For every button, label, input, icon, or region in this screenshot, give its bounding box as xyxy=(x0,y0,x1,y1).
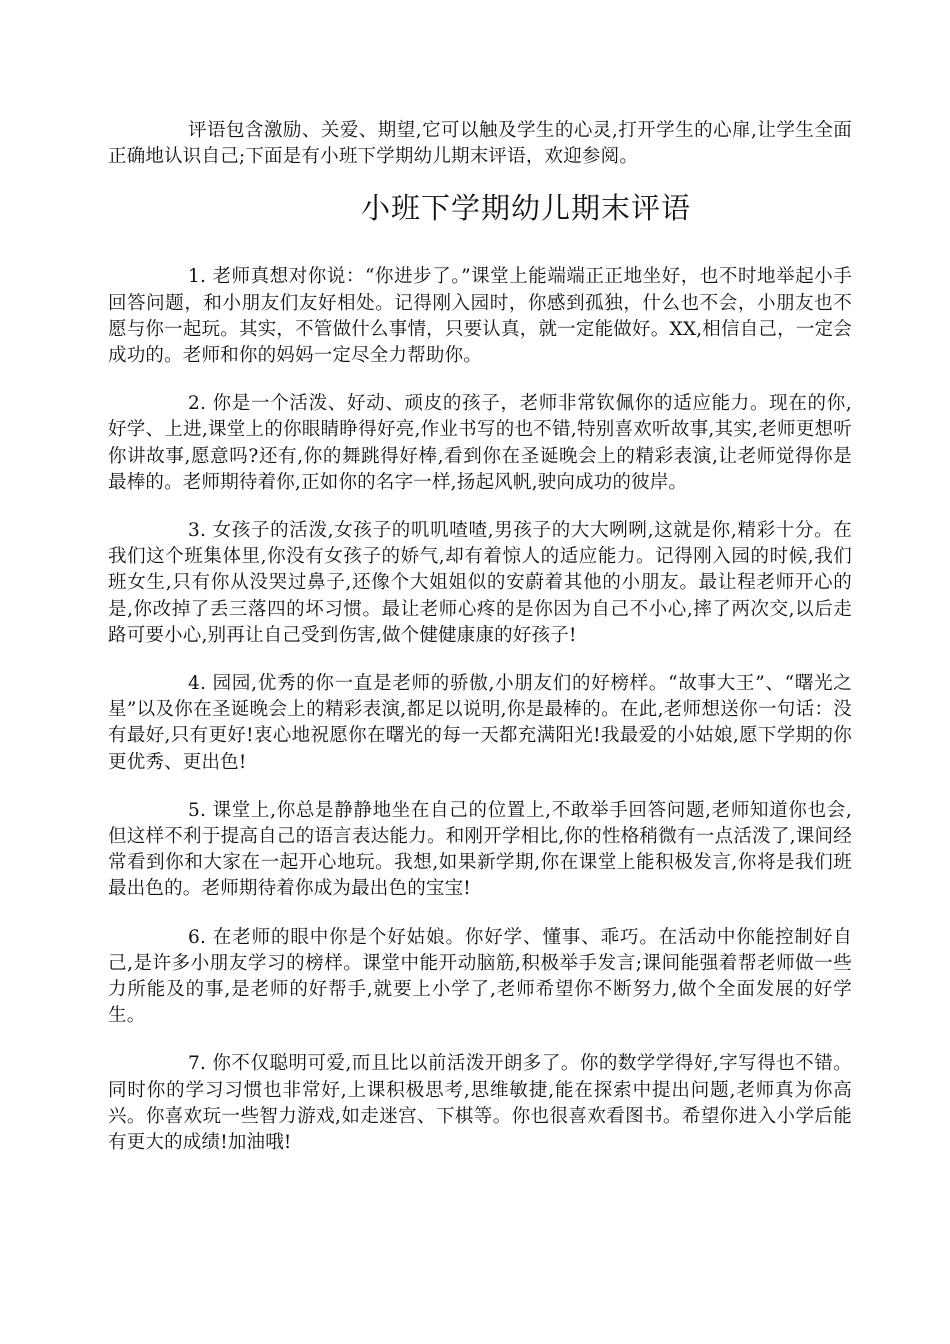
comment-paragraph-6: 6. 在老师的眼中你是个好姑娘。你好学、懂事、乖巧。在活动中你能控制好自己,是许多小朋友学习的榜样。课堂中能开动脑筋,积极举手发言;课间能强着帮老师做一些力所能及的事,是老师的好帮手,就要上小学了,老师希望你不断努力,做个全面发展的好学生。 xyxy=(108,926,853,1027)
comment-paragraph-7: 7. 你不仅聪明可爱,而且比以前活泼开朗多了。你的数学学得好,字写得也不错。同时你的学习习惯也非常好,上课积极思考,思维敏捷,能在探索中提出问题,老师真为你高兴。你喜欢玩一些智力游戏,如走迷宫、下棋等。你也很喜欢看图书。希望你进入小学后能有更大的成绩!加油哦! xyxy=(108,1053,852,1154)
comment-paragraph-2: 2. 你是一个活泼、好动、顽皮的孩子，老师非常钦佩你的适应能力。现在的你,好学、上进,课堂上的你眼睛睁得好亮,作业书写的也不错,特别喜欢听故事,其实,老师更想听你讲故事,愿意吗?还有,你的舞跳得好棒,看到你在圣诞晚会上的精彩表演,让老师觉得你是最棒的。老师期待着你,正如你的名字一样,扬起风帆,驶向成功的彼岸。 xyxy=(108,393,852,493)
comment-paragraph-3: 3. 女孩子的活泼,女孩子的叽叽喳喳,男孩子的大大咧咧,这就是你,精彩十分。在我们这个班集体里,你没有女孩子的娇气,却有着惊人的适应能力。记得刚入园的时候,我们班女生,只有你从没哭过鼻子,还像个大姐姐似的安蔚着其他的小朋友。最让程老师开心的是,你改掉了丢三落四的坏习惯。最让老师心疼的是你因为自己不小心,摔了两次交,以后走路可要小心,别再让自己受到伤害,做个健健康康的好孩子! xyxy=(108,520,852,646)
intro-paragraph: 评语包含激励、关爱、期望,它可以触及学生的心灵,打开学生的心扉,让学生全面正确地认识自己;下面是有小班下学期幼儿期末评语，欢迎参阅。 xyxy=(108,120,852,168)
comment-paragraph-1: 1. 老师真想对你说：“你进步了。”课堂上能端端正正地坐好，也不时地举起小手回答问题，和小朋友们友好相处。记得刚入园时，你感到孤独，什么也不会，小朋友也不愿与你一起玩。其实，不管做什么事情，只要认真，就一定能做好。XX,相信自己，一定会成功的。老师和你的妈妈一定尽全力帮助你。 xyxy=(108,266,852,367)
document-body xyxy=(108,118,852,1178)
document-title: 小班下学期幼儿期末评语 xyxy=(360,191,691,226)
comment-paragraph-5: 5. 课堂上,你总是静静地坐在自己的位置上,不敢举手回答问题,老师知道你也会,但这样不利于提高自己的语言表达能力。和刚开学相比,你的性格稍微有一点活泼了,课间经常看到你和大家在一起开心地玩。我想,如果新学期,你在课堂上能积极发言,你将是我们班最出色的。老师期待着你成为最出色的宝宝! xyxy=(108,799,852,900)
comment-paragraph-4: 4. 园园,优秀的你一直是老师的骄傲,小朋友们的好榜样。“故事大王”、“曙光之星”以及你在圣诞晚会上的精彩表演,都足以说明,你是最棒的。在此,老师想送你一句话：没有最好,只有更好!衷心地祝愿你在曙光的每一天都充满阳光!我最爱的小姑娘,愿下学期的你更优秀、更出色! xyxy=(108,673,852,773)
